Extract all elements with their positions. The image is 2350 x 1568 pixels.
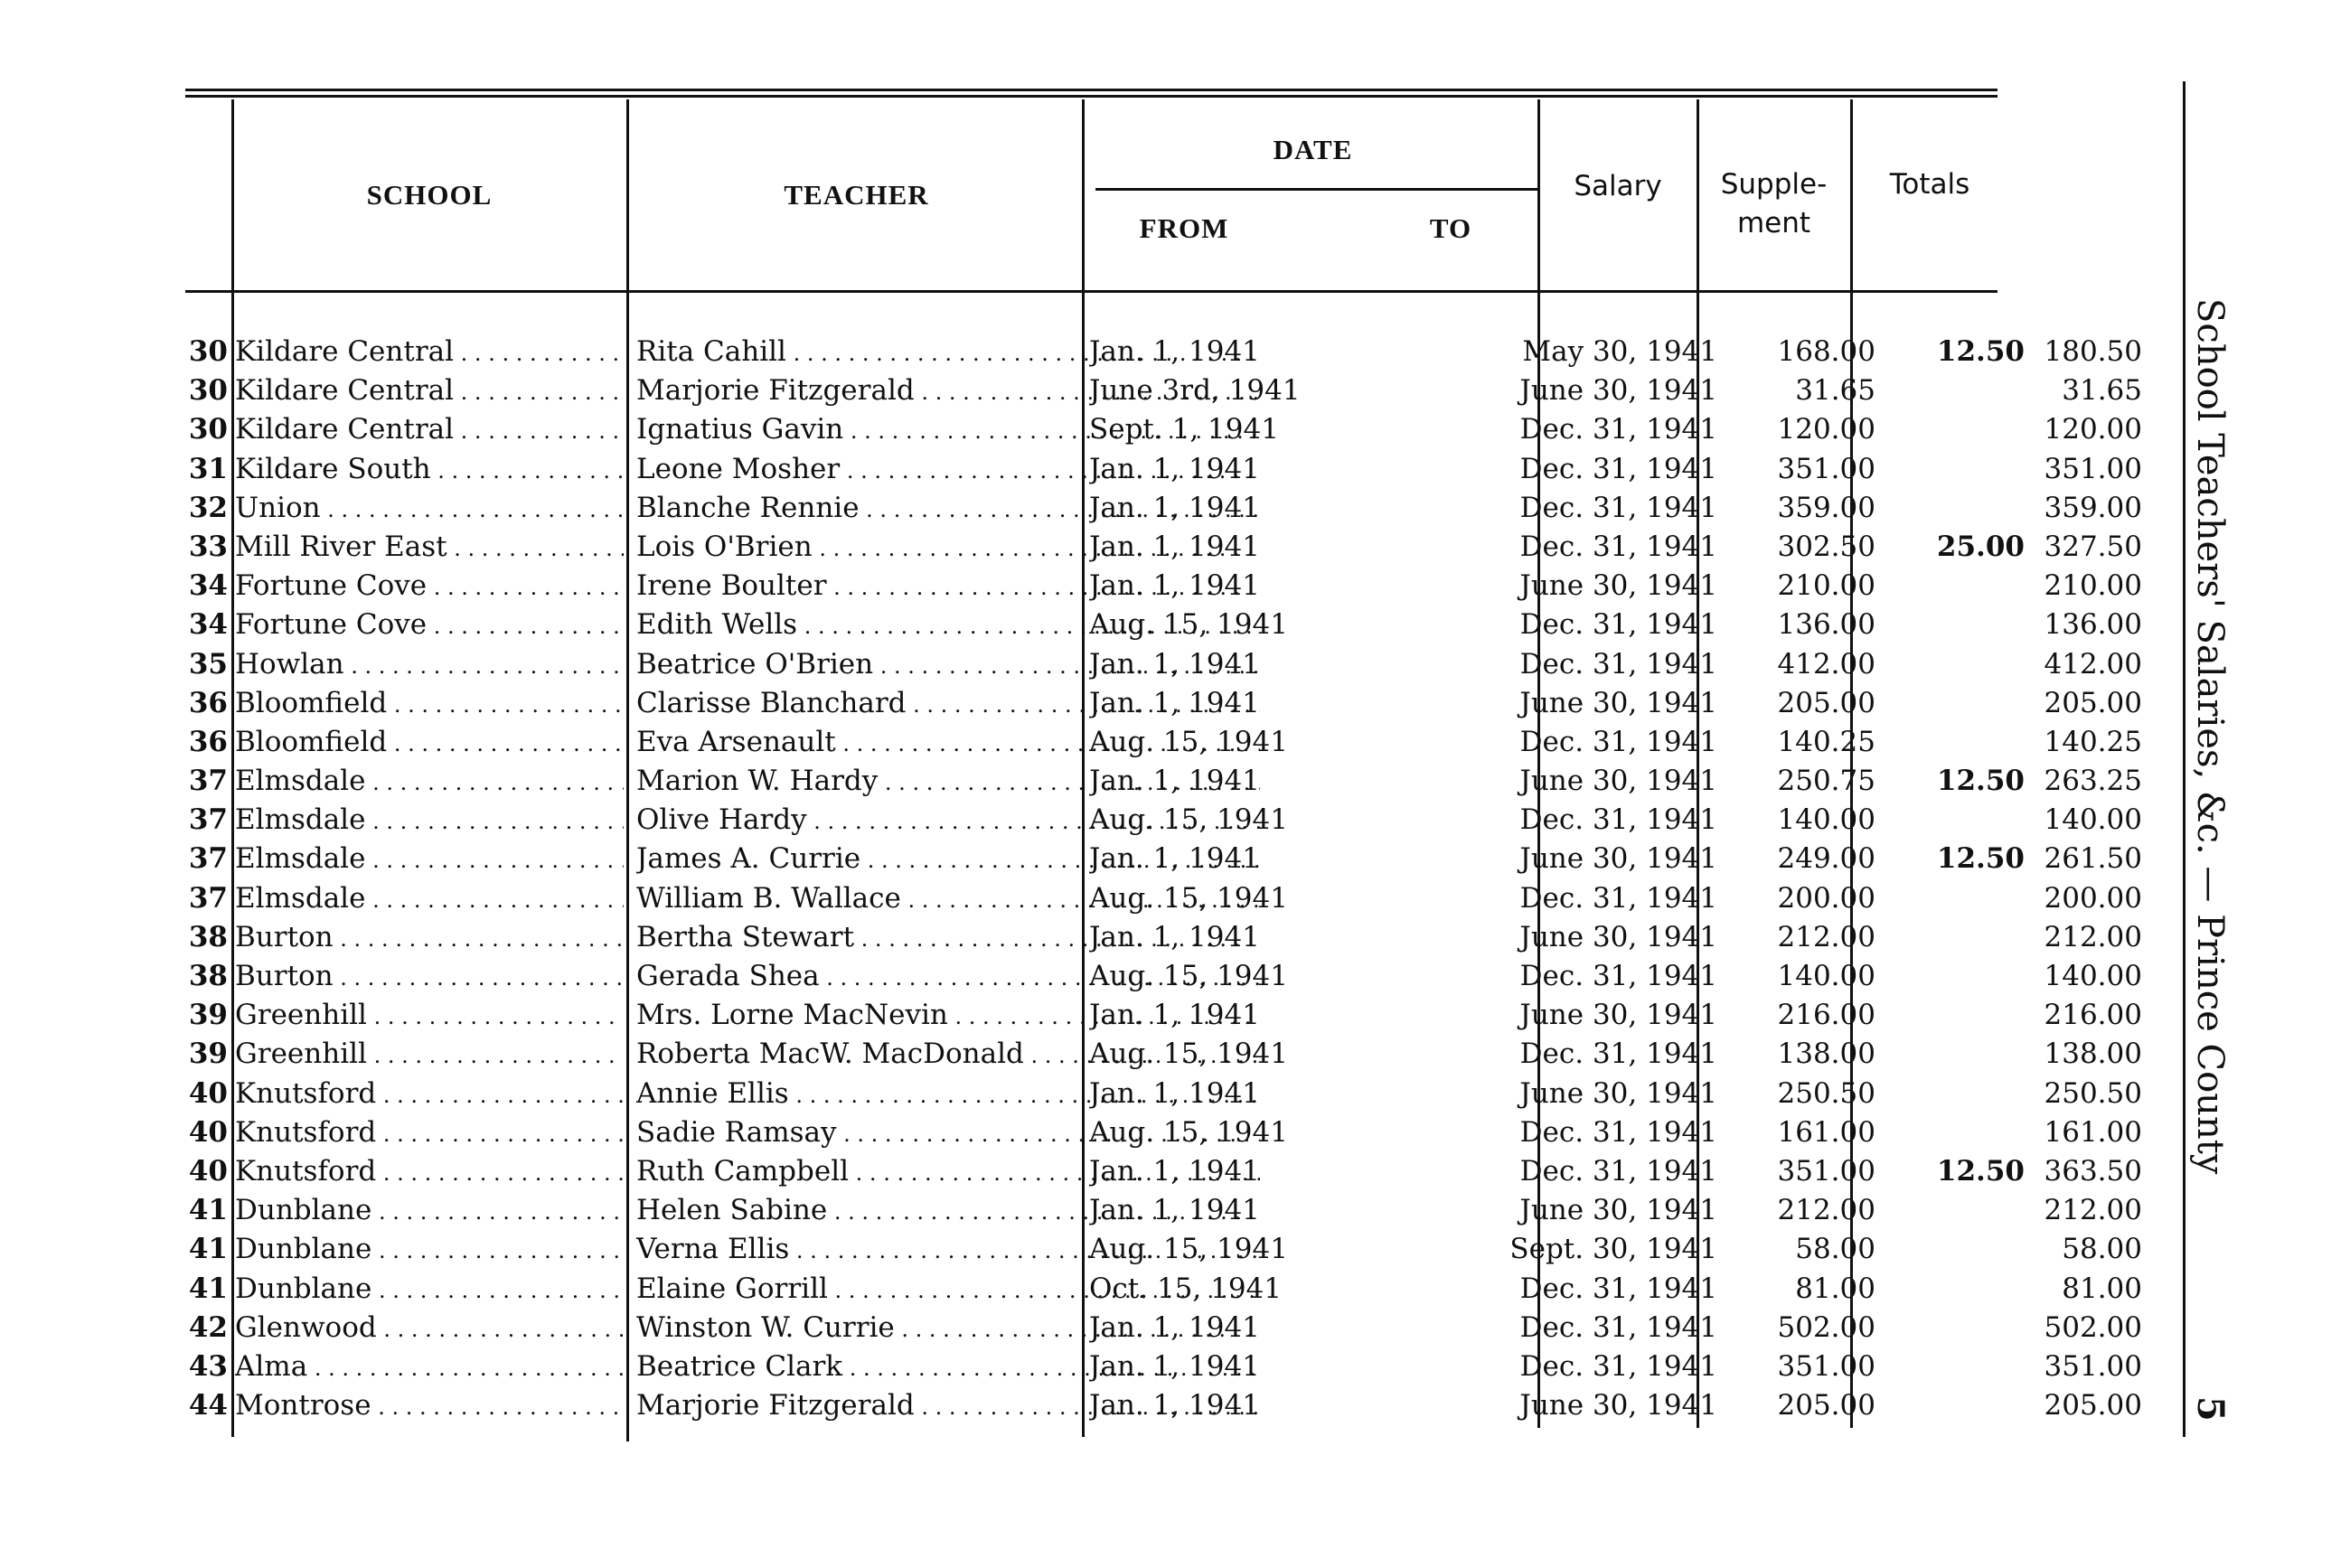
date-from-cell: Jan. 1, 1941 [1089,452,1260,485]
date-from-cell: Jan. 1, 1941 [1089,1154,1260,1188]
table-row [181,645,2142,684]
date-to-cell: June 30, 1941 [1519,1076,1717,1110]
teacher-cell: Marion W. Hardy . . . [636,762,1260,803]
school-cell: Elmsdale . . . [235,762,624,803]
date-from-cell: Aug. 15, 1941 [1089,608,1288,642]
salary-cell: 412.00 [1777,647,1875,681]
date-from-cell: Jan. 1, 1941 [1089,335,1260,368]
row-number: 36 [188,686,228,719]
school-cell: Union . . . [235,489,624,530]
row-number: 30 [188,413,228,446]
date-from-cell: Jan. 1, 1941 [1089,1310,1260,1344]
total-cell: 351.00 [2044,452,2142,485]
date-from-cell: Jan. 1, 1941 [1089,686,1260,719]
school-cell: Burton . . . [235,957,624,998]
total-cell: 263.25 [2044,765,2142,798]
page-number: 5 [2189,1396,2232,1422]
total-cell: 261.50 [2044,842,2142,876]
date-to-cell: Dec. 31, 1941 [1519,452,1717,485]
salary-cell: 212.00 [1777,920,1875,953]
total-cell: 138.00 [2044,1038,2142,1071]
total-cell: 58.00 [2062,1233,2142,1266]
total-cell: 31.65 [2062,374,2142,408]
row-number: 44 [188,1389,228,1422]
teacher-cell: Rita Cahill . . . [636,333,1260,373]
date-to-cell: June 30, 1941 [1519,920,1717,953]
school-cell: Knutsford . . . [235,1113,624,1154]
salary-cell: 58.00 [1795,1233,1875,1266]
supplement-cell: 12.50 [1936,765,2025,798]
date-from-cell: Jan. 1, 1941 [1089,530,1260,563]
date-to-cell: Dec. 31, 1941 [1519,803,1717,837]
teacher-cell: Lois O'Brien . . . [636,528,1260,568]
school-cell: Alma . . . [235,1347,624,1388]
total-cell: 250.50 [2044,1076,2142,1110]
salary-cell: 168.00 [1777,335,1875,368]
supplement-cell: 12.50 [1936,1154,2025,1188]
row-number: 31 [188,452,228,485]
salary-cell: 250.50 [1777,1076,1875,1110]
teacher-cell: Edith Wells . . . [636,606,1260,646]
salary-cell: 136.00 [1777,608,1875,642]
table-row [181,1191,2142,1230]
date-to-cell: June 30, 1941 [1519,569,1717,603]
school-cell: Elmsdale . . . [235,879,624,920]
date-from-cell: Aug. 15, 1941 [1089,725,1288,758]
table-row [181,840,2142,878]
school-cell: Elmsdale . . . [235,801,624,841]
row-number: 33 [188,530,228,563]
table-row [181,1075,2142,1113]
header-date: DATE [1273,134,1353,165]
date-to-cell: June 30, 1941 [1519,999,1717,1032]
table-row [181,489,2142,528]
salary-cell: 140.25 [1777,725,1875,758]
salary-table-body [181,333,2142,1425]
salary-cell: 200.00 [1777,881,1875,915]
school-cell: Greenhill . . . [235,1035,624,1075]
row-number: 40 [188,1076,228,1110]
school-cell: Kildare Central . . . [235,333,624,373]
table-row [181,1347,2142,1386]
table-row [181,606,2142,644]
school-cell: Fortune Cove . . . [235,606,624,646]
row-number: 42 [188,1310,228,1344]
salary-cell: 140.00 [1777,803,1875,837]
table-row [181,371,2142,410]
date-from-cell: Aug. 15, 1941 [1089,803,1288,837]
date-from-cell: Jan. 1, 1941 [1089,1194,1260,1227]
salary-cell: 502.00 [1777,1310,1875,1344]
school-cell: Greenhill . . . [235,996,624,1037]
header-totals: Totals [1889,168,1970,201]
date-to-cell: Dec. 31, 1941 [1519,881,1717,915]
teacher-cell: Elaine Gorrill . . . [636,1270,1260,1310]
date-from-cell: Jan. 1, 1941 [1089,920,1260,953]
date-from-cell: Jan. 1, 1941 [1089,999,1260,1032]
salary-cell: 216.00 [1777,999,1875,1032]
total-cell: 200.00 [2044,881,2142,915]
total-cell: 120.00 [2044,413,2142,446]
school-cell: Kildare South . . . [235,450,624,491]
row-number: 35 [188,647,228,681]
teacher-cell: Eva Arsenault . . . [636,723,1260,764]
teacher-cell: Beatrice O'Brien . . . [636,645,1260,686]
school-cell: Elmsdale . . . [235,840,624,880]
table-row [181,879,2142,918]
table-row [181,333,2142,371]
total-cell: 216.00 [2044,999,2142,1032]
table-row [181,450,2142,489]
total-cell: 212.00 [2044,920,2142,953]
header-salary: Salary [1574,170,1662,202]
date-divider-rule [1095,188,1538,191]
total-cell: 180.50 [2044,335,2142,368]
row-number: 37 [188,881,228,915]
row-number: 41 [188,1272,228,1305]
row-number: 41 [188,1194,228,1227]
top-double-rule-1 [185,89,1998,91]
table-row [181,1113,2142,1152]
total-cell: 327.50 [2044,530,2142,563]
school-cell: Kildare Central . . . [235,410,624,451]
teacher-cell: Winston W. Currie . . . [636,1309,1260,1349]
row-number: 40 [188,1115,228,1149]
salary-cell: 120.00 [1777,413,1875,446]
row-number: 41 [188,1233,228,1266]
header-supplement-1: Supple- [1720,168,1828,201]
school-cell: Bloomfield . . . [235,723,624,764]
date-to-cell: June 30, 1941 [1519,1194,1717,1227]
teacher-cell: Ignatius Gavin . . . [636,410,1260,451]
table-row [181,918,2142,957]
date-to-cell: Dec. 31, 1941 [1519,1038,1717,1071]
salary-cell: 161.00 [1777,1115,1875,1149]
teacher-cell: James A. Currie . . . [636,840,1260,880]
salary-cell: 31.65 [1795,374,1875,408]
date-to-cell: June 30, 1941 [1519,686,1717,719]
date-from-cell: Jan. 1, 1941 [1089,569,1260,603]
total-cell: 359.00 [2044,491,2142,524]
teacher-cell: Bertha Stewart . . . [636,918,1260,959]
header-supplement-2: ment [1736,207,1811,239]
teacher-cell: Mrs. Lorne MacNevin . . . [636,996,1260,1037]
table-row [181,1230,2142,1269]
date-from-cell: June 3rd, 1941 [1089,374,1301,408]
teacher-cell: Olive Hardy . . . [636,801,1260,841]
table-row [181,684,2142,723]
table-row [181,996,2142,1035]
date-from-cell: Jan. 1, 1941 [1089,491,1260,524]
header-from: FROM [1139,212,1229,244]
school-cell: Howlan . . . [235,645,624,686]
row-number: 37 [188,842,228,876]
date-to-cell: Dec. 31, 1941 [1519,960,1717,992]
salary-cell: 250.75 [1777,765,1875,798]
total-cell: 161.00 [2044,1115,2142,1149]
supplement-cell: 12.50 [1936,842,2025,876]
total-cell: 81.00 [2062,1272,2142,1305]
salary-cell: 351.00 [1777,1349,1875,1383]
date-from-cell: Jan. 1, 1941 [1089,765,1260,798]
teacher-cell: Gerada Shea . . . [636,957,1260,998]
table-row [181,1152,2142,1191]
date-from-cell: Jan. 1, 1941 [1089,1349,1260,1383]
date-from-cell: Sept. 1, 1941 [1089,413,1279,446]
teacher-cell: Helen Sabine . . . [636,1191,1260,1232]
teacher-cell: Sadie Ramsay . . . [636,1113,1260,1154]
date-from-cell: Aug. 15, 1941 [1089,1233,1288,1266]
teacher-cell: William B. Wallace . . . [636,879,1260,920]
school-cell: Dunblane . . . [235,1270,624,1310]
header-to: TO [1429,212,1472,244]
teacher-cell: Ruth Campbell . . . [636,1152,1260,1193]
salary-cell: 351.00 [1777,452,1875,485]
date-to-cell: Dec. 31, 1941 [1519,1310,1717,1344]
school-cell: Burton . . . [235,918,624,959]
table-row [181,1035,2142,1074]
teacher-cell: Beatrice Clark . . . [636,1347,1260,1388]
school-cell: Dunblane . . . [235,1230,624,1271]
date-from-cell: Jan. 1, 1941 [1089,1389,1260,1422]
date-to-cell: Dec. 31, 1941 [1519,530,1717,563]
school-cell: Knutsford . . . [235,1152,624,1193]
row-number: 38 [188,960,228,992]
date-from-cell: Jan. 1, 1941 [1089,1076,1260,1110]
table-row [181,1309,2142,1347]
header-bottom-rule [185,290,1998,293]
date-to-cell: May 30, 1941 [1522,335,1717,368]
side-caption [2183,298,2237,1491]
date-to-cell: Dec. 31, 1941 [1519,608,1717,642]
salary-cell: 140.00 [1777,960,1875,992]
date-to-cell: Dec. 31, 1941 [1519,413,1717,446]
row-number: 34 [188,608,228,642]
teacher-cell: Annie Ellis . . . [636,1075,1260,1115]
salary-cell: 302.50 [1777,530,1875,563]
row-number: 39 [188,1038,228,1071]
total-cell: 136.00 [2044,608,2142,642]
row-number: 30 [188,335,228,368]
date-to-cell: June 30, 1941 [1519,842,1717,876]
school-cell: Knutsford . . . [235,1075,624,1115]
teacher-cell: Marjorie Fitzgerald . . . [636,371,1260,412]
date-from-cell: Aug. 15, 1941 [1089,960,1288,992]
teacher-cell: Marjorie Fitzgerald . . . [636,1386,1260,1427]
supplement-cell: 25.00 [1936,530,2025,563]
total-cell: 502.00 [2044,1310,2142,1344]
row-number: 43 [188,1349,228,1383]
header-teacher: TEACHER [784,179,929,211]
total-cell: 212.00 [2044,1194,2142,1227]
school-cell: Dunblane . . . [235,1191,624,1232]
table-row [181,528,2142,567]
row-number: 40 [188,1154,228,1188]
teacher-cell: Clarisse Blanchard . . . [636,684,1260,725]
date-to-cell: Dec. 31, 1941 [1519,1272,1717,1305]
total-cell: 205.00 [2044,686,2142,719]
salary-cell: 249.00 [1777,842,1875,876]
teacher-cell: Irene Boulter . . . [636,567,1260,607]
total-cell: 140.00 [2044,960,2142,992]
table-row [181,723,2142,762]
date-to-cell: Dec. 31, 1941 [1519,1349,1717,1383]
side-caption-text: School Teachers' Salaries, &c. — Prince County [2189,298,2231,1175]
salary-cell: 351.00 [1777,1154,1875,1188]
date-to-cell: Dec. 31, 1941 [1519,1154,1717,1188]
date-to-cell: Sept. 30, 1941 [1509,1233,1717,1266]
table-row [181,1270,2142,1309]
salary-cell: 81.00 [1795,1272,1875,1305]
date-to-cell: Dec. 31, 1941 [1519,1115,1717,1149]
date-from-cell: Aug. 15, 1941 [1089,1038,1288,1071]
total-cell: 412.00 [2044,647,2142,681]
school-cell: Mill River East . . . [235,528,624,568]
row-number: 36 [188,725,228,758]
total-cell: 351.00 [2044,1349,2142,1383]
total-cell: 140.00 [2044,803,2142,837]
teacher-cell: Verna Ellis . . . [636,1230,1260,1271]
top-double-rule-2 [185,95,1998,98]
total-cell: 210.00 [2044,569,2142,603]
row-number: 39 [188,999,228,1032]
school-cell: Kildare Central . . . [235,371,624,412]
date-from-cell: Jan. 1, 1941 [1089,647,1260,681]
salary-cell: 138.00 [1777,1038,1875,1071]
table-row [181,957,2142,996]
salary-cell: 359.00 [1777,491,1875,524]
row-number: 30 [188,374,228,408]
school-cell: Glenwood . . . [235,1309,624,1349]
row-number: 37 [188,765,228,798]
table-row [181,801,2142,840]
salary-cell: 205.00 [1777,1389,1875,1422]
date-to-cell: June 30, 1941 [1519,765,1717,798]
teacher-cell: Leone Mosher . . . [636,450,1260,491]
supplement-cell: 12.50 [1936,335,2025,368]
salary-cell: 210.00 [1777,569,1875,603]
teacher-cell: Roberta MacW. MacDonald . . . [636,1035,1260,1075]
salary-cell: 212.00 [1777,1194,1875,1227]
row-number: 38 [188,920,228,953]
date-to-cell: Dec. 31, 1941 [1519,491,1717,524]
date-to-cell: June 30, 1941 [1519,374,1717,408]
teacher-cell: Blanche Rennie . . . [636,489,1260,530]
total-cell: 363.50 [2044,1154,2142,1188]
row-number: 37 [188,803,228,837]
date-from-cell: Oct. 15, 1941 [1089,1272,1282,1305]
school-cell: Montrose . . . [235,1386,624,1427]
date-from-cell: Aug. 15, 1941 [1089,1115,1288,1149]
date-to-cell: June 30, 1941 [1519,1389,1717,1422]
school-cell: Bloomfield . . . [235,684,624,725]
date-to-cell: Dec. 31, 1941 [1519,725,1717,758]
row-number: 34 [188,569,228,603]
school-cell: Fortune Cove . . . [235,567,624,607]
table-row [181,567,2142,606]
header-school: SCHOOL [366,179,493,211]
row-number: 32 [188,491,228,524]
date-to-cell: Dec. 31, 1941 [1519,647,1717,681]
table-row [181,410,2142,449]
salary-cell: 205.00 [1777,686,1875,719]
table-row [181,762,2142,801]
total-cell: 205.00 [2044,1389,2142,1422]
date-from-cell: Jan. 1, 1941 [1089,842,1260,876]
total-cell: 140.25 [2044,725,2142,758]
date-from-cell: Aug. 15, 1941 [1089,881,1288,915]
table-row [181,1386,2142,1425]
